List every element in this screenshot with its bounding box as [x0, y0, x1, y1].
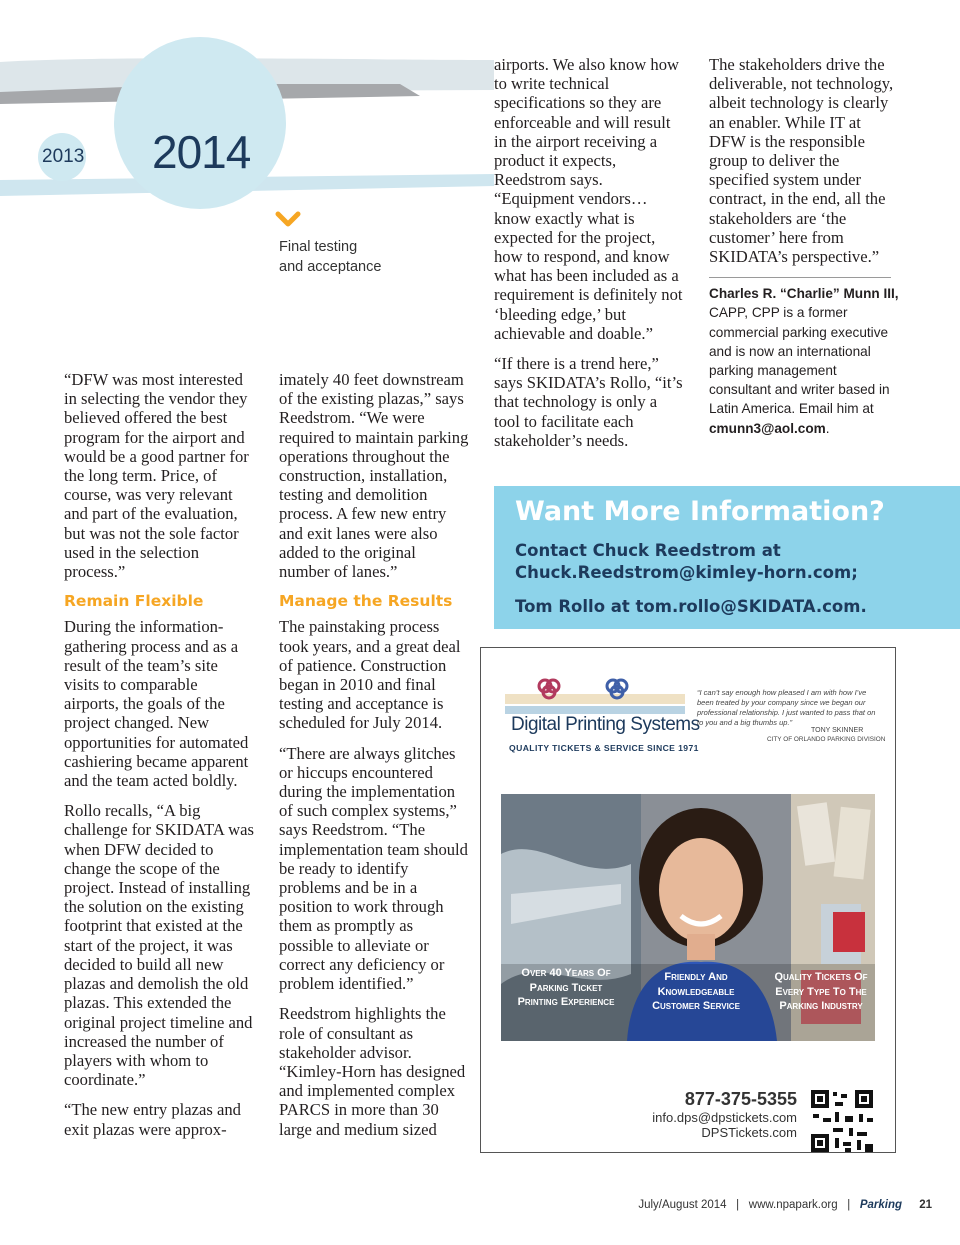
timeline-current-year: 2014: [152, 126, 251, 178]
paragraph: During the information-gathering process and as a result of the team’s site visits to comparable airports, the goals of the project changed. New opportunities for automated cashiering became apparent and the team acted boldly.: [64, 617, 249, 791]
paragraph: “If there is a trend here,” says SKIDATA’s Rollo, “it’s that technology is only a tool to facilitate each stakeholder’s needs.: [494, 354, 683, 450]
footer-separator: |: [840, 1199, 857, 1211]
ad-phone[interactable]: 877-375-5355: [684, 1089, 797, 1109]
info-line-1: Contact Chuck Reedstrom at: [515, 541, 781, 560]
author-bio-end: .: [825, 420, 830, 436]
info-box-contact: [515, 540, 867, 618]
qr-code-icon[interactable]: [809, 1088, 875, 1153]
section-heading: Remain Flexible: [64, 592, 204, 611]
author-bio-text: CAPP, CPP is a former commercial parking executive and is now an international parking management consultant and writer based in Latin America. Email him at: [709, 305, 890, 417]
milestone-line-2: and acceptance: [279, 259, 382, 275]
paragraph: Reedstrom highlights the role of consultant as stakeholder advisor. “Kimley-Horn has designed and implemented complex PARCS in more than 30 large and medium sized: [279, 1004, 466, 1139]
paragraph: The painstaking process took years, and a great deal of patience. Construction began in 2010 and final testing and acceptance is scheduled for July 2014.: [279, 617, 461, 733]
dps-brand: Digital Printing Systems: [511, 714, 700, 735]
paragraph: The stakeholders drive the deliverable, not technology, albeit technology is clearly an enabler. While IT at DFW is the responsible group to deliver the specified system under contract, in the end, all the stakeholders are ‘the customer’ here from SKIDATA’s perspective.”: [709, 55, 894, 267]
dps-advertisement[interactable]: [480, 647, 896, 1153]
article-column-1: [64, 370, 254, 1150]
author-name: Charles R. “Charlie” Munn III,: [709, 286, 899, 302]
paragraph: “DFW was most interested in selecting the vendor they believed offered the best program for the airport and would be a good partner for the long term. Price, of course, was very relevant and part of the evaluation, but was not the sole factor used in the selection process.”: [64, 370, 249, 582]
article-column-2: [279, 370, 469, 1150]
article-column-3: [494, 55, 686, 461]
info-line-3[interactable]: Tom Rollo at tom.rollo@SKIDATA.com.: [515, 597, 867, 616]
info-box-title: Want More Information?: [515, 496, 885, 527]
paragraph: “The new entry plazas and exit plazas were approx-: [64, 1100, 241, 1139]
ad-contact: [601, 1088, 797, 1140]
ad-badge-quality: Quality Tickets Of Every Type To The Parking Industry: [774, 971, 868, 1012]
footer-issue: July/August 2014: [638, 1199, 727, 1211]
author-email[interactable]: cmunn3@aol.com: [709, 420, 826, 436]
footer-magazine: Parking: [859, 1199, 902, 1211]
info-line-2[interactable]: Chuck.Reedstrom@kimley-horn.com;: [515, 563, 858, 582]
timeline-milestone: [279, 237, 381, 277]
author-bio: [709, 284, 901, 438]
author-rule: [709, 277, 891, 278]
ad-email[interactable]: info.dps@dpstickets.com: [652, 1110, 797, 1125]
footer-separator: |: [729, 1199, 746, 1211]
footer-site[interactable]: www.npapark.org: [748, 1199, 838, 1211]
footer-page-number: 21: [919, 1199, 932, 1211]
section-heading: Manage the Results: [279, 592, 453, 611]
timeline-prev-year: 2013: [42, 146, 85, 167]
page-footer: [500, 1199, 932, 1211]
ad-badge-service: Friendly And Knowledgeable Customer Service: [652, 971, 740, 1012]
info-box: [494, 486, 960, 629]
milestone-line-1: Final testing: [279, 239, 358, 255]
testimonial-quote: “I can’t say enough how pleased I am with how I’ve been treated by your company since we began our professional relationship. I just wanted to pass that on to you and a big thumbs up.”: [697, 688, 876, 727]
testimonial-name: TONY SKINNER: [811, 727, 864, 734]
paragraph: “There are always glitches or hiccups encountered during the implementation of such complex systems,” says Reedstrom. “The implementation team should be ready to identify problems and be in a position to work through them as promptly as possible to alleviate or correct any deficiency or problem identified.”: [279, 743, 468, 994]
paragraph: Rollo recalls, “A big challenge for SKIDATA was when DFW decided to change the scope of the project. Instead of installing the solution on the existing footprint that existed at the start of the project, it was decided to build all new plazas and demolish the old plazas. This extended the original project timeline and increased the number of players with whom to coordinate.”: [64, 801, 254, 1090]
paragraph: imately 40 feet downstream of the existing plazas,” says Reedstrom. “We were required to maintain parking operations throughout the construction, installation, testing and demolition process. A few new entry and exit lanes were also added to the original number of lanes.”: [279, 370, 469, 582]
article-column-4: [709, 55, 901, 438]
paragraph: airports. We also know how to write technical specifications so they are enforceable and will result in the airport receiving a product it expects, Reedstrom says. “Equipment vendors… know exactly what is expected for the project, how to respond, and know what has been included as a requirement is definitely not ‘bleeding edge,’ but achievable and doable.”: [494, 55, 683, 343]
ad-badge-experience: Over 40 Years Of Parking Ticket Printing Experience: [517, 967, 615, 1008]
dps-tagline: QUALITY TICKETS & SERVICE SINCE 1971: [509, 743, 699, 753]
ad-website[interactable]: DPSTickets.com: [701, 1125, 797, 1140]
testimonial-org: CITY OF ORLANDO PARKING DIVISION: [767, 736, 886, 743]
